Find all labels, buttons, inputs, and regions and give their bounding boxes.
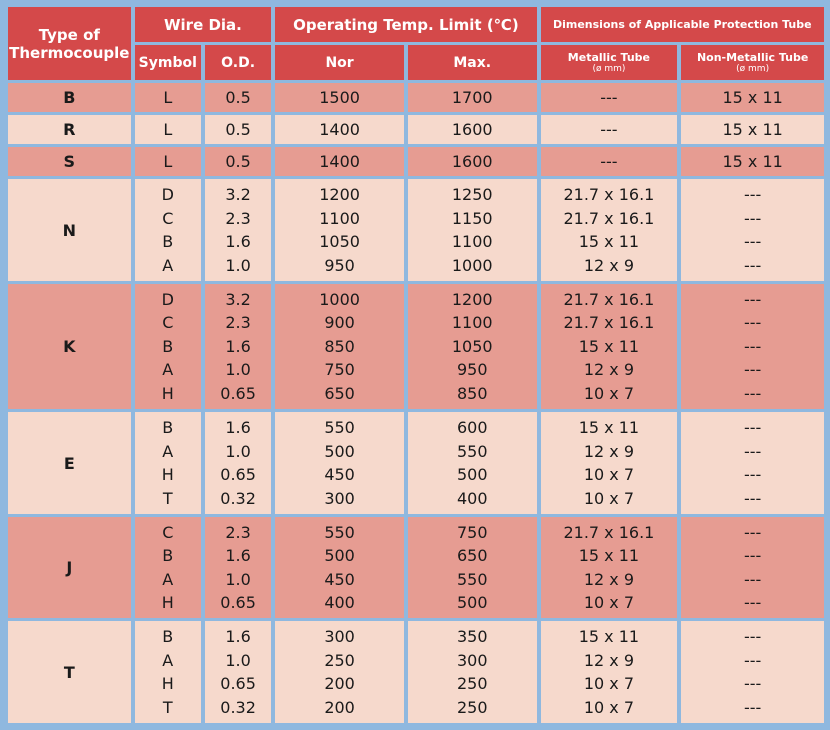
cell-max-value: 550 [456, 441, 488, 461]
cell-nor-value: 750 [324, 360, 355, 380]
cell-non-metallic-tube-value: --- [743, 488, 762, 508]
cell-metallic-tube [541, 147, 678, 176]
cell-non-metallic-tube-value: --- [743, 418, 762, 438]
cell-max [408, 147, 537, 176]
cell-symbol [135, 621, 201, 723]
cell-od [205, 83, 271, 112]
cell-od-value: 0.65 [220, 593, 256, 613]
cell-non-metallic-tube-value: --- [743, 441, 762, 461]
cell-non-metallic-tube-value: --- [743, 185, 762, 205]
cell-non-metallic-tube-value: --- [743, 383, 762, 403]
cell-metallic-tube-value: 21.7 x 16.1 [563, 522, 655, 542]
cell-nor-value: 500 [324, 441, 355, 461]
cell-nor-value: 300 [324, 488, 355, 508]
cell-max [408, 83, 537, 112]
cell-nor [275, 179, 404, 281]
cell-symbol-value: A [162, 569, 174, 589]
cell-type: E [8, 412, 131, 514]
cell-nor-value: 1400 [319, 119, 360, 139]
cell-od-value: 2.3 [225, 522, 251, 542]
cell-nor-value: 1500 [319, 87, 360, 107]
cell-max-value: 1050 [451, 336, 493, 356]
table-row [8, 621, 824, 723]
cell-symbol-value: B [162, 627, 174, 647]
table-row [8, 115, 824, 144]
cell-non-metallic-tube-value: --- [743, 465, 762, 485]
cell-max-value: 850 [456, 383, 488, 403]
cell-type: S [8, 147, 131, 176]
cell-non-metallic-tube [681, 147, 824, 176]
cell-max-value: 750 [456, 522, 488, 542]
header-non-metallic-tube-label: Non-Metallic Tube [696, 50, 809, 64]
cell-nor-value: 650 [324, 383, 355, 403]
thermocouple-table [4, 4, 828, 726]
cell-metallic-tube-value: 10 x 7 [583, 383, 634, 403]
cell-non-metallic-tube-value: 15 x 11 [722, 87, 783, 107]
cell-od-value: 0.5 [225, 87, 251, 107]
cell-max-value: 950 [456, 360, 488, 380]
cell-non-metallic-tube-value: --- [743, 650, 762, 670]
cell-non-metallic-tube-value: --- [743, 522, 762, 542]
cell-nor-value: 1100 [319, 208, 360, 228]
cell-non-metallic-tube-value: --- [743, 546, 762, 566]
cell-metallic-tube-value: 10 x 7 [583, 465, 634, 485]
header-wire-dia: Wire Dia. [135, 7, 272, 42]
cell-max [408, 517, 537, 619]
cell-nor-value: 450 [324, 465, 355, 485]
cell-symbol-value: L [163, 119, 173, 139]
cell-nor-value: 900 [324, 313, 355, 333]
cell-non-metallic-tube-value: --- [743, 336, 762, 356]
cell-type: K [8, 284, 131, 409]
cell-symbol [135, 83, 201, 112]
header-max: Max. [408, 45, 537, 80]
cell-metallic-tube [541, 517, 678, 619]
cell-metallic-tube-value: --- [600, 87, 618, 107]
cell-max [408, 115, 537, 144]
cell-nor-value: 550 [324, 418, 355, 438]
cell-od-value: 1.6 [225, 627, 251, 647]
header-od: O.D. [205, 45, 271, 80]
cell-non-metallic-tube-value: --- [743, 255, 762, 275]
cell-metallic-tube-value: --- [600, 152, 618, 172]
cell-non-metallic-tube [681, 412, 824, 514]
table-row [8, 83, 824, 112]
cell-symbol-value: L [163, 87, 173, 107]
header-protection-tube-dimensions: Dimensions of Applicable Protection Tube [541, 7, 824, 42]
cell-od-value: 0.5 [225, 119, 251, 139]
cell-nor-value: 1200 [319, 185, 360, 205]
cell-max-value: 500 [456, 465, 488, 485]
cell-nor [275, 621, 404, 723]
cell-nor-value: 1400 [319, 152, 360, 172]
cell-nor-value: 850 [324, 336, 355, 356]
cell-non-metallic-tube [681, 179, 824, 281]
header-metallic-tube [541, 45, 678, 80]
cell-non-metallic-tube-value: --- [743, 697, 762, 717]
cell-nor [275, 517, 404, 619]
cell-metallic-tube-value: 10 x 7 [583, 488, 634, 508]
cell-symbol-value: H [161, 465, 174, 485]
cell-max-value: 1200 [451, 289, 493, 309]
cell-symbol-value: B [162, 232, 174, 252]
cell-od-value: 0.65 [220, 465, 256, 485]
cell-symbol [135, 284, 201, 409]
cell-max-value: 250 [456, 697, 488, 717]
cell-max-value: 400 [456, 488, 488, 508]
cell-max [408, 621, 537, 723]
cell-symbol-value: L [163, 152, 173, 172]
cell-od-value: 3.2 [225, 289, 251, 309]
header-metallic-tube-unit: (ø mm) [592, 63, 626, 74]
cell-non-metallic-tube [681, 621, 824, 723]
cell-nor-value: 200 [324, 674, 355, 694]
header-non-metallic-tube [681, 45, 824, 80]
cell-od-value: 1.0 [225, 360, 251, 380]
cell-od-value: 2.3 [225, 313, 251, 333]
cell-metallic-tube-value: 21.7 x 16.1 [563, 289, 655, 309]
cell-symbol-value: A [162, 650, 174, 670]
header-nor: Nor [275, 45, 404, 80]
cell-nor-value: 400 [324, 593, 355, 613]
cell-non-metallic-tube-value: 15 x 11 [722, 119, 783, 139]
cell-od-value: 0.5 [225, 152, 251, 172]
cell-non-metallic-tube-value: --- [743, 360, 762, 380]
cell-non-metallic-tube [681, 83, 824, 112]
cell-symbol-value: A [162, 360, 174, 380]
cell-od-value: 0.65 [220, 674, 256, 694]
header-type-of-thermocouple: Type of Thermocouple [8, 7, 131, 80]
cell-max-value: 550 [456, 569, 488, 589]
cell-od-value: 1.6 [225, 418, 251, 438]
cell-non-metallic-tube-value: --- [743, 232, 762, 252]
cell-type: R [8, 115, 131, 144]
cell-nor-value: 950 [324, 255, 355, 275]
cell-metallic-tube [541, 179, 678, 281]
cell-nor-value: 500 [324, 546, 355, 566]
cell-nor [275, 284, 404, 409]
cell-metallic-tube-value: 12 x 9 [583, 441, 634, 461]
cell-metallic-tube-value: 15 x 11 [578, 418, 640, 438]
cell-max [408, 412, 537, 514]
cell-symbol-value: D [161, 185, 174, 205]
cell-nor-value: 450 [324, 569, 355, 589]
table-header [8, 7, 824, 80]
cell-metallic-tube-value: 10 x 7 [583, 674, 634, 694]
cell-non-metallic-tube [681, 517, 824, 619]
cell-nor [275, 147, 404, 176]
cell-symbol-value: B [162, 336, 174, 356]
cell-non-metallic-tube-value: --- [743, 627, 762, 647]
cell-metallic-tube-value: 15 x 11 [578, 627, 640, 647]
cell-od-value: 0.32 [220, 697, 256, 717]
cell-symbol-value: H [161, 674, 174, 694]
cell-nor-value: 1000 [319, 289, 360, 309]
cell-symbol [135, 412, 201, 514]
cell-non-metallic-tube-value: 15 x 11 [722, 152, 783, 172]
cell-od-value: 1.6 [225, 336, 251, 356]
cell-symbol [135, 115, 201, 144]
cell-non-metallic-tube-value: --- [743, 208, 762, 228]
cell-metallic-tube-value: 15 x 11 [578, 232, 640, 252]
cell-metallic-tube-value: 12 x 9 [583, 650, 634, 670]
cell-non-metallic-tube-value: --- [743, 569, 762, 589]
cell-od-value: 2.3 [225, 208, 251, 228]
cell-od [205, 412, 271, 514]
cell-od-value: 0.32 [220, 488, 256, 508]
cell-symbol-value: H [161, 383, 174, 403]
cell-symbol-value: B [162, 418, 174, 438]
cell-max [408, 284, 537, 409]
cell-nor-value: 250 [324, 650, 355, 670]
cell-symbol [135, 147, 201, 176]
cell-max-value: 1600 [451, 119, 493, 139]
header-operating-temp-limit: Operating Temp. Limit (℃) [275, 7, 536, 42]
cell-max-value: 600 [456, 418, 488, 438]
cell-max-value: 300 [456, 650, 488, 670]
cell-nor-value: 200 [324, 697, 355, 717]
cell-non-metallic-tube-value: --- [743, 593, 762, 613]
cell-metallic-tube-value: 12 x 9 [583, 360, 634, 380]
table-row [8, 517, 824, 619]
cell-od-value: 0.65 [220, 383, 256, 403]
table-body [8, 83, 824, 723]
header-metallic-tube-label: Metallic Tube [567, 50, 651, 64]
cell-type: T [8, 621, 131, 723]
cell-metallic-tube-value: 12 x 9 [583, 569, 634, 589]
cell-nor [275, 83, 404, 112]
cell-metallic-tube-value: 10 x 7 [583, 697, 634, 717]
cell-non-metallic-tube-value: --- [743, 289, 762, 309]
cell-od [205, 147, 271, 176]
cell-max-value: 500 [456, 593, 488, 613]
cell-symbol-value: C [162, 313, 174, 333]
cell-od-value: 1.6 [225, 546, 251, 566]
cell-symbol [135, 517, 201, 619]
cell-symbol-value: D [161, 289, 174, 309]
cell-metallic-tube-value: 15 x 11 [578, 336, 640, 356]
cell-symbol-value: T [162, 488, 173, 508]
cell-nor [275, 412, 404, 514]
cell-non-metallic-tube-value: --- [743, 313, 762, 333]
cell-max-value: 1100 [451, 232, 493, 252]
cell-od-value: 3.2 [225, 185, 251, 205]
cell-metallic-tube [541, 115, 678, 144]
cell-nor [275, 115, 404, 144]
cell-metallic-tube-value: 10 x 7 [583, 593, 634, 613]
cell-type: B [8, 83, 131, 112]
cell-max-value: 1700 [451, 87, 493, 107]
cell-od [205, 115, 271, 144]
cell-metallic-tube-value: 21.7 x 16.1 [563, 208, 655, 228]
cell-symbol-value: C [162, 522, 174, 542]
cell-max-value: 1000 [451, 255, 493, 275]
cell-symbol-value: A [162, 255, 174, 275]
cell-metallic-tube [541, 284, 678, 409]
cell-od-value: 1.6 [225, 232, 251, 252]
cell-od [205, 621, 271, 723]
cell-type: N [8, 179, 131, 281]
cell-metallic-tube-value: --- [600, 119, 618, 139]
cell-symbol [135, 179, 201, 281]
cell-symbol-value: A [162, 441, 174, 461]
cell-metallic-tube [541, 412, 678, 514]
table-row [8, 284, 824, 409]
header-non-metallic-tube-unit: (ø mm) [736, 63, 770, 74]
cell-max-value: 1150 [451, 208, 493, 228]
cell-non-metallic-tube [681, 115, 824, 144]
cell-max-value: 1100 [451, 313, 493, 333]
cell-symbol-value: H [161, 593, 174, 613]
table-row [8, 147, 824, 176]
cell-metallic-tube-value: 12 x 9 [583, 255, 634, 275]
table-row [8, 412, 824, 514]
cell-metallic-tube [541, 83, 678, 112]
cell-max-value: 350 [456, 627, 488, 647]
cell-max-value: 1250 [451, 185, 493, 205]
cell-metallic-tube-value: 21.7 x 16.1 [563, 313, 655, 333]
cell-od-value: 1.0 [225, 441, 251, 461]
cell-nor-value: 550 [324, 522, 355, 542]
cell-non-metallic-tube [681, 284, 824, 409]
cell-max-value: 1600 [451, 152, 493, 172]
cell-symbol-value: C [162, 208, 174, 228]
cell-max-value: 650 [456, 546, 488, 566]
cell-nor-value: 1050 [319, 232, 360, 252]
header-symbol: Symbol [135, 45, 201, 80]
cell-metallic-tube-value: 15 x 11 [578, 546, 640, 566]
cell-max [408, 179, 537, 281]
cell-symbol-value: T [162, 697, 173, 717]
cell-metallic-tube [541, 621, 678, 723]
cell-nor-value: 300 [324, 627, 355, 647]
cell-od [205, 179, 271, 281]
cell-od-value: 1.0 [225, 650, 251, 670]
cell-od [205, 284, 271, 409]
cell-metallic-tube-value: 21.7 x 16.1 [563, 185, 655, 205]
cell-od [205, 517, 271, 619]
table-row [8, 179, 824, 281]
cell-non-metallic-tube-value: --- [743, 674, 762, 694]
cell-od-value: 1.0 [225, 569, 251, 589]
cell-symbol-value: B [162, 546, 174, 566]
cell-max-value: 250 [456, 674, 488, 694]
cell-type: J [8, 517, 131, 619]
cell-od-value: 1.0 [225, 255, 251, 275]
